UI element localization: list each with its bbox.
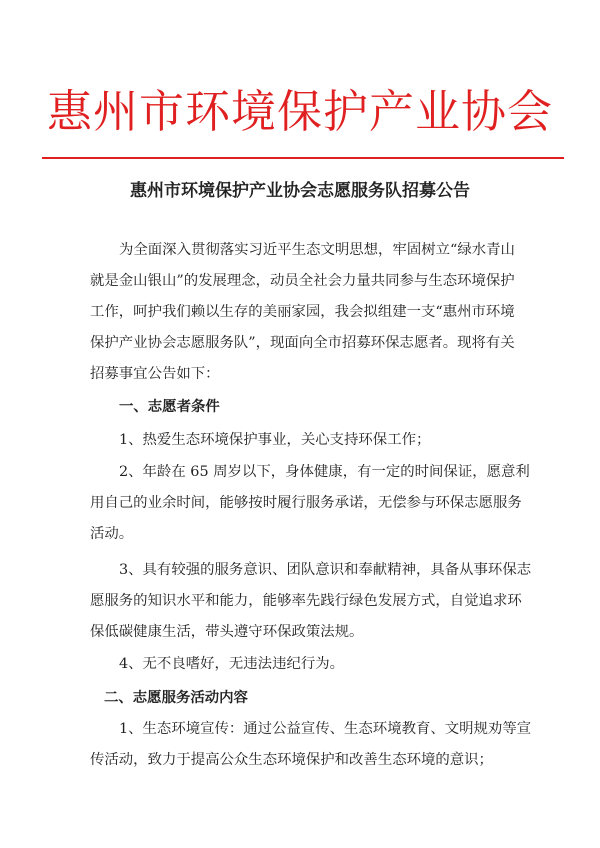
intro-line: 保护产业协会志愿服务队”，现面向全市招募环保志愿者。现将有关: [90, 335, 515, 351]
intro-line: 招募事宜公告如下：: [90, 366, 220, 382]
condition-line: 2、年龄在 65 周岁以下，身体健康，有一定的时间保证，愿意利: [119, 464, 530, 480]
intro-line: 为全面深入贯彻落实习近平生态文明思想，牢固树立“绿水青山: [119, 242, 515, 258]
section-heading-service-content: 二、志愿服务活动内容: [104, 690, 248, 706]
condition-line: 4、无不良嗜好，无违法违纪行为。: [119, 656, 345, 672]
condition-line: 1、热爱生态环境保护事业，关心支持环保工作；: [119, 432, 431, 448]
document-title: 惠州市环境保护产业协会志愿服务队招募公告: [130, 181, 470, 201]
condition-line: 保低碳健康生活，带头遵守环保政策法规。: [90, 624, 364, 640]
content-line: 1、生态环境宣传：通过公益宣传、生态环境教育、文明规劝等宣: [119, 721, 532, 737]
letterhead-red-rule: [42, 157, 564, 159]
condition-line: 愿服务的知识水平和能力，能够率先践行绿色发展方式，自觉追求环: [90, 593, 522, 609]
letterhead-org-name: 惠州市环境保护产业协会: [46, 85, 553, 138]
condition-line: 3、具有较强的服务意识、团队意识和奉献精神，具备从事环保志: [119, 562, 532, 578]
condition-line: 活动。: [90, 526, 134, 542]
intro-line: 工作，呵护我们赖以生存的美丽家园，我会拟组建一支“惠州市环境: [90, 304, 515, 320]
content-line: 传活动，致力于提高公众生态环境保护和改善生态环境的意识；: [90, 752, 493, 768]
section-heading-volunteer-conditions: 一、志愿者条件: [119, 399, 220, 415]
condition-line: 用自己的业余时间，能够按时履行服务承诺，无偿参与环保志愿服务: [90, 495, 522, 511]
intro-line: 就是金山银山”的发展理念，动员全社会力量共同参与生态环境保护: [90, 273, 515, 289]
